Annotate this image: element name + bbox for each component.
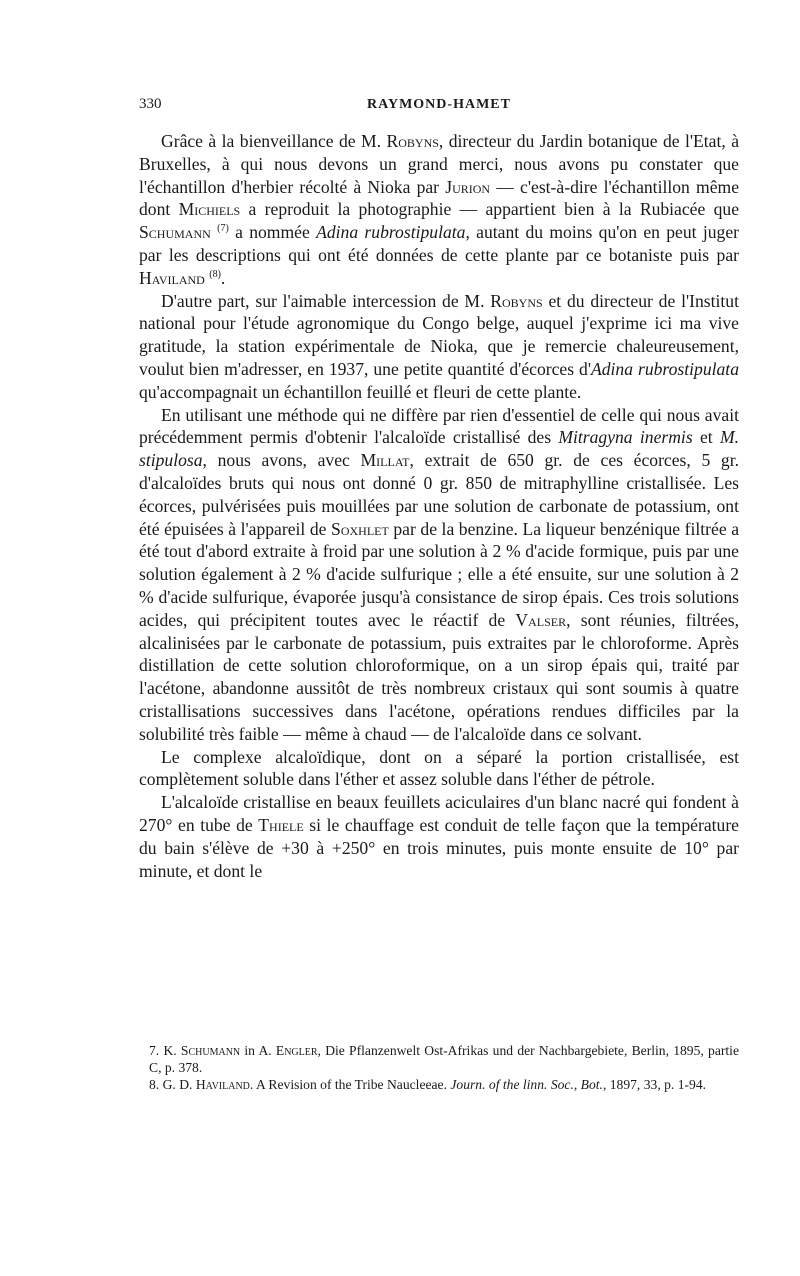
body-text xyxy=(139,130,739,882)
author-name: Schumann xyxy=(139,222,211,243)
footnote-ref-7: (7) xyxy=(217,223,229,235)
author-name: Haviland xyxy=(195,1077,250,1092)
species-name: M. stipulosa xyxy=(139,427,739,471)
paragraph-5: L'alcaloïde cristallise en beaux feuillets aciculaires d'un blanc nacré qui fondent à 270° en tube de Thiele si le chauffage est conduit de telle façon que la température du bain s'élève de +30 à +250° en trois minutes, puis monte ensuite de 10° par minute, et dont le xyxy=(139,792,739,881)
author-name: Thiele xyxy=(258,814,304,835)
species-name: Adina rubrostipulata xyxy=(591,358,739,379)
author-name: Valser xyxy=(515,609,567,630)
footnotes xyxy=(139,1042,739,1093)
paragraph-3: En utilisant une méthode qui ne diffère par rien d'essentiel de celle qui nous avait précédemment permis d'obtenir l'alcaloïde cristallisé des Mitragyna inermis et M. stipulosa, nous avons, avec Millat, extrait de 650 gr. de ces écorces, 5 gr. d'alcaloïdes bruts qui nous ont donné 0 gr. 850 de mitraphylline cristallisée. Les écorces, pulvérisées puis mouillées par une solution de carbonate de potassium, ont été épuisées à l'appareil de Soxhlet par de la benzine. La liqueur benzénique filtrée a été tout d'abord extraite à froid par une solution à 2 % d'acide formique, puis par une solution également à 2 % d'acide sulfurique ; elle a été ensuite, sur une solution à 2 % d'acide sulfurique, évaporée jusqu'à consistance de sirop épais. Ces trois solutions acides, qui précipitent toutes avec le réactif de Valser, sont réunies, filtrées, alcalinisées par le carbonate de potassium, puis extraites par le chloroforme. Après distillation de cette solution chloroformique, on a un sirop épais qui, traité par l'acétone, abandonne aussitôt de très nombreux cristaux qui sont soumis à quatre cristallisations successives dans l'acétone, opérations rendues difficiles par la solubilité très faible — même à chaud — de l'alcaloïde dans ce solvant. xyxy=(139,404,740,744)
author-name: Millat xyxy=(360,450,410,471)
running-head: 330 RAYMOND-HAMET xyxy=(139,96,739,120)
paragraph-2: D'autre part, sur l'aimable intercession de M. Robyns et du directeur de l'Institut national pour l'étude agronomique du Congo belge, auquel j'exprime ici ma vive gratitude, la station expérimentale de Nioka, que je remercie chaleureusement, voulut bien m'adresser, en 1937, une petite quantité d'écorces d'Adina rubrostipulata qu'accompagnait un échantillon feuillé et fleuri de cette plante. xyxy=(139,290,739,402)
journal-title: Journ. of the linn. Soc., Bot. xyxy=(450,1077,603,1092)
footnote-7: 7. K. Schumann in A. Engler, Die Pflanzenwelt Ost-Afrikas und der Nachbargebiete, Berlin, 1895, partie C, p. 378. xyxy=(149,1043,739,1075)
author-name: Schumann xyxy=(180,1043,241,1058)
species-name: Adina rubrostipulata xyxy=(316,222,466,243)
author-name: Robyns xyxy=(386,131,439,151)
footnote-ref-8: (8) xyxy=(209,268,221,280)
author-name: Engler xyxy=(275,1043,318,1058)
footnote-8: 8. G. D. Haviland. A Revision of the Tribe Naucleeae. Journ. of the linn. Soc., Bot., 1897, 33, p. 1-94. xyxy=(149,1077,707,1092)
page xyxy=(139,96,739,882)
paragraph-1: Grâce à la bienveillance de M. Robyns, directeur du Jardin botanique de l'Etat, à Bruxelles, à qui nous devons un grand merci, nous avons pu constater que l'échantillon d'herbier récolté à Nioka par Jurion — c'est-à-dire l'échantillon même dont Michiels a reproduit la photographie — appartient bien à la Rubiacée que Schumann $^{(7)}$ a nommée Adina rubrostipulata, autant du moins qu'on en peut juger par les descriptions qui ont été données de cette plante par ce botaniste puis par Haviland $^{(8)}$. xyxy=(139,131,739,288)
running-title: RAYMOND-HAMET xyxy=(367,97,511,112)
species-name: Mitragyna inermis xyxy=(558,427,693,448)
paragraph-4: Le complexe alcaloïdique, dont on a séparé la portion cristallisée, est complètement soluble dans l'éther et assez soluble dans l'éther de pétrole. xyxy=(139,746,739,790)
author-name: Haviland xyxy=(139,267,205,288)
author-name: Robyns xyxy=(490,290,543,311)
author-name: Michiels xyxy=(178,199,241,220)
author-name: Jurion xyxy=(445,176,491,197)
author-name: Soxhlet xyxy=(331,518,389,539)
